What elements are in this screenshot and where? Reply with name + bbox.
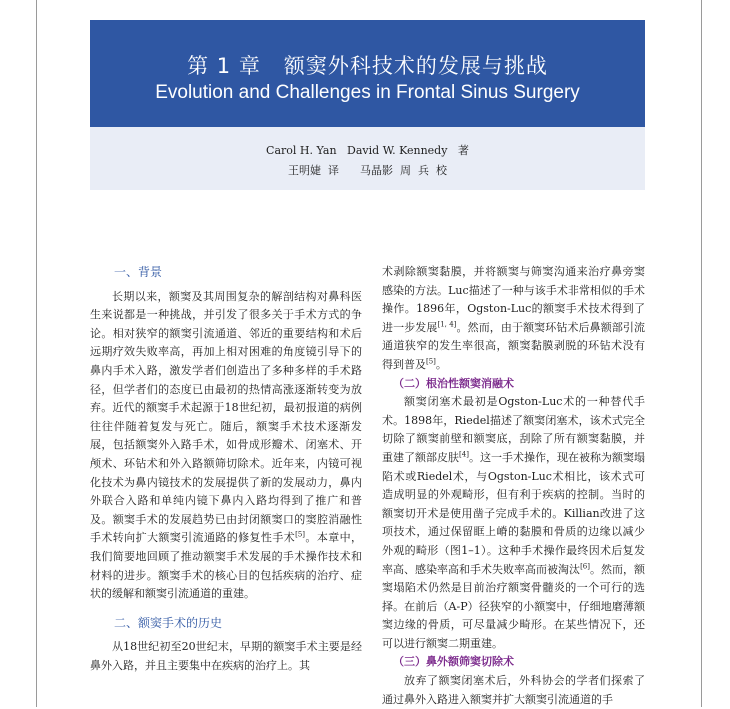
author-credits-box: [90, 127, 645, 190]
citation-ref: [4]: [459, 450, 469, 459]
ablative-text-mid: 。这一手术操作，现在被称为额窦塌陷术或Riedel术，与Ogston-Luc术相比，该术式可造成明显的外观畸形，但有利于疾病的控制。当时的额窦切开术是使用凿子完成手术的。Killian改进了这项技术，通过保留眶上嵴的黏膜和骨质的边缘以减少外观的畸形（图1–1）。这种手术操作最终因术后复发率高、感染率高和手术失败率高而被淘汰: [382, 450, 646, 576]
citation-ref: [5]: [426, 357, 436, 366]
subheading-external-ethmoidectomy: （三）鼻外额筛窦切除术: [393, 655, 514, 669]
citation-ref: [1, 4]: [437, 320, 457, 329]
citation-ref: [6]: [580, 561, 590, 570]
ablative-text: 额窦闭塞术最初是Ogston-Luc术的一种替代手术。1898年，Riedel描述了额窦闭塞术，该术式完全切除了额窦前壁和额窦底，刮除了所有额窦黏膜，并重建了额部皮肤: [382, 395, 645, 464]
section-heading-history: 二、额窦手术的历史: [114, 615, 223, 630]
chapter-title-zh: 第 1 章 额窦外科技术的发展与挑战: [187, 54, 548, 78]
right-column: [382, 263, 645, 709]
ablative-paragraph: [382, 393, 645, 653]
trephination-text-mid: 。然而，由于额窦环钻术后鼻额部引流通道狭窄的发生率很高，额窦黏膜剥脱的环钻术没有得到普及: [382, 320, 646, 371]
page-edge-left: [36, 0, 37, 707]
citation-ref: [5]: [295, 530, 306, 539]
background-text-end: 。本章中，我们简要地回顾了推动额窦手术发展的手术操作技术和材料的进步。额窦手术的核心目的包括疾病的治疗、症状的缓解和额窦引流通道的重建。: [90, 531, 363, 601]
left-column: [90, 263, 362, 675]
translators-line: 王明婕 译 马晶影 周 兵 校: [288, 164, 447, 177]
chapter-title-en: Evolution and Challenges in Frontal Sinus Surgery: [155, 82, 580, 103]
trephination-text: 术剥除额窦黏膜，并将额窦与筛窦沟通来治疗鼻旁窦感染的方法。Luc描述了一种与该手术非常相似的手术操作。1896年，Ogston-Luc的额窦手术技术得到了进一步发展: [382, 265, 645, 334]
history-paragraph: 从18世纪初至20世纪末，早期的额窦手术主要是经鼻外入路，并且主要集中在疾病的治疗上。其: [90, 640, 362, 672]
authors-line: Carol H. Yan David W. Kennedy 著: [266, 144, 469, 157]
ablative-text-end: 。然而，额窦塌陷术仍然是目前治疗额窦骨髓炎的一个可行的选择。在前后（A-P）径狭窄的小额窦中，仔细地磨薄额窦边缘的骨质，可尽量减少畸形。在某些情况下，还可以进行额窦二期重建。: [382, 562, 646, 650]
section-heading-background: 一、背景: [114, 265, 163, 279]
background-text: 长期以来，额窦及其周围复杂的解剖结构对鼻科医生来说都是一种挑战，并引发了很多关于手术方式的争论。相对狭窄的额窦引流通道、邻近的重要结构和术后远期疗效失败率高，再加上相对困难的角度镜引导下的鼻内手术入路，激发学者们创造出了多种多样的手术路径，但学者们的态度已由最初的热情高涨逐渐转变为放弃。近代的额窦手术起源于18世纪初，最初报道的病例往往伴随着复发与死亡。随后，额窦手术技术逐渐发展，包括额窦外入路手术，如骨成形瓣术、闭塞术、开颅术、环钻术和外入路额筛切除术。近年来，内镜可视化技术为鼻内镜技术的发展提供了新的发展动力，鼻内外联合入路和单纯内镜下鼻内入路均得到了推广和普及。额窦手术的发展趋势已由封闭额窦口的窦腔消融性手术转向扩大额窦引流通路的修复性手术: [90, 289, 362, 545]
subheading-ablative-surgery: （二）根治性额窦消融术: [393, 376, 514, 390]
trephination-text-end: 。: [435, 357, 447, 371]
chapter-title-banner: [90, 20, 645, 127]
trephination-paragraph: [382, 263, 645, 375]
page-edge-right: [701, 0, 702, 707]
external-ethmoidectomy-paragraph: 放弃了额窦闭塞术后，外科协会的学者们探索了通过鼻外入路进入额窦并扩大额窦引流通道的手: [382, 674, 645, 706]
background-paragraph: [90, 288, 362, 604]
